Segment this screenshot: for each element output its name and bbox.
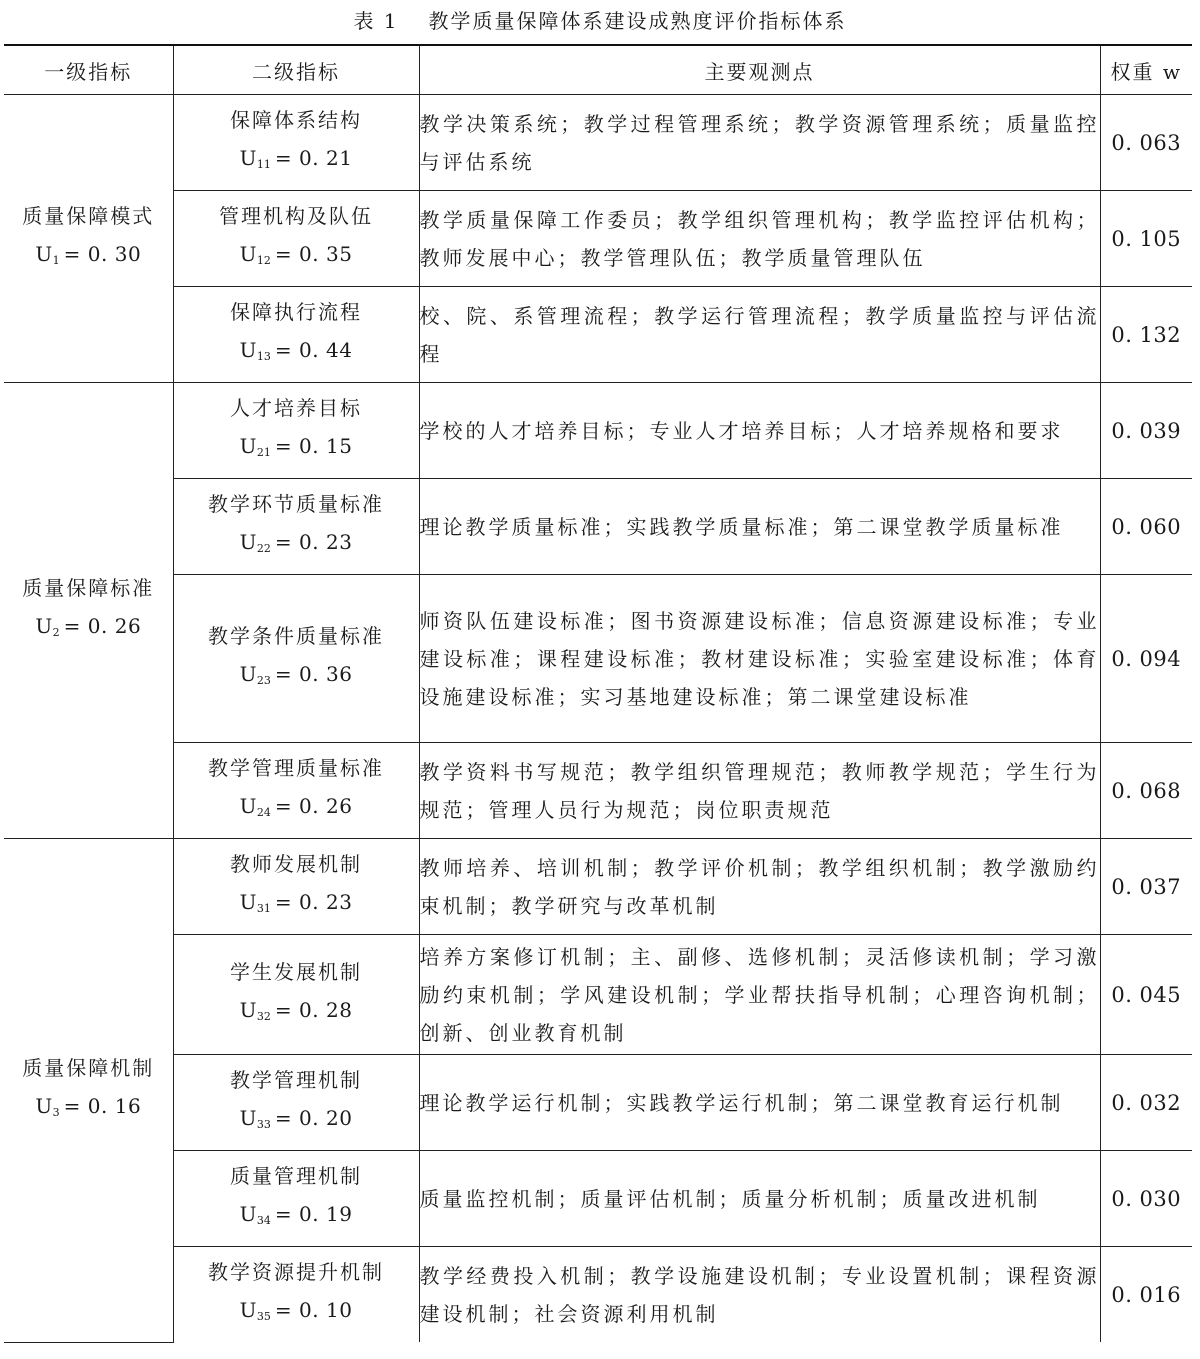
level1-weight: $U_3 = 0$. 16 [35,1093,142,1119]
level1-cell [4,383,173,839]
observation-cell: 培养方案修订机制；主、副修、选修机制；灵活修读机制；学习激励约束机制；学风建设机制；学业帮扶指导机制；心理咨询机制；创新、创业教育机制 [419,935,1100,1055]
weight-cell: 0. 063 [1100,95,1192,191]
level2-weight: $U_{34} = 0$. 19 [239,1202,353,1227]
weight-cell: 0. 094 [1100,575,1192,743]
table-row [4,743,1192,839]
weight-cell: 0. 068 [1100,743,1192,839]
level1-weight: $U_2 = 0$. 26 [35,614,142,639]
table-row [4,287,1192,383]
table-title: 教学质量保障体系建设成熟度评价指标体系 [428,9,847,33]
level2-name: 教学环节质量标准 [208,492,384,516]
level2-cell [173,839,419,935]
level2-weight: $U_{31} = 0$. 23 [239,890,353,915]
header-weight: 权重 w [1100,45,1192,95]
observation-cell: 理论教学质量标准；实践教学质量标准；第二课堂教学质量标准 [419,479,1100,575]
weight-cell: 0. 105 [1100,191,1192,287]
level2-weight: $U_{33} = 0$. 20 [239,1106,353,1131]
level2-cell [173,935,419,1055]
level2-weight: $U_{24} = 0$. 26 [239,794,353,819]
header-level2: 二级指标 [173,45,419,95]
level2-cell [173,1055,419,1151]
level1-cell [4,839,173,1343]
level2-cell [173,743,419,839]
table-caption [0,0,1200,46]
level2-weight: $U_{13} = 0$. 44 [239,338,353,363]
observation-cell: 教学经费投入机制；教学设施建设机制；专业设置机制；课程资源建设机制；社会资源利用机制 [419,1247,1100,1343]
level2-cell [173,287,419,383]
level2-weight: $U_{11} = 0$. 21 [239,146,353,171]
level2-name: 保障体系结构 [230,108,362,132]
table-row [4,839,1192,935]
table-row [4,935,1192,1055]
level1-cell [4,95,173,383]
header-observations: 主要观测点 [419,45,1100,95]
table-row [4,479,1192,575]
level2-weight: $U_{32} = 0$. 28 [239,998,353,1023]
level2-name: 质量管理机制 [230,1164,362,1188]
weight-cell: 0. 045 [1100,935,1192,1055]
header-row [4,45,1192,95]
level2-weight: $U_{35} = 0$. 10 [239,1298,353,1323]
table-row [4,383,1192,479]
indicator-table [4,44,1192,1343]
table-row [4,1055,1192,1151]
level1-name: 质量保障标准 [22,576,155,600]
table-row [4,95,1192,191]
level2-cell [173,95,419,191]
level2-cell [173,383,419,479]
observation-cell: 教学决策系统；教学过程管理系统；教学资源管理系统；质量监控与评估系统 [419,95,1100,191]
table-number: 表 1 [353,9,399,33]
observation-cell: 师资队伍建设标准；图书资源建设标准；信息资源建设标准；专业建设标准；课程建设标准；教材建设标准；实验室建设标准；体育设施建设标准；实习基地建设标准；第二课堂建设标准 [419,575,1100,743]
weight-cell: 0. 030 [1100,1151,1192,1247]
table-row [4,1151,1192,1247]
level2-name: 保障执行流程 [230,300,362,324]
level2-name: 教学资源提升机制 [208,1260,384,1284]
level2-name: 教师发展机制 [230,852,362,876]
observation-cell: 校、院、系管理流程；教学运行管理流程；教学质量监控与评估流程 [419,287,1100,383]
level2-weight: $U_{12} = 0$. 35 [239,242,353,267]
level1-name: 质量保障模式 [22,204,155,228]
level2-name: 教学管理机制 [230,1068,362,1092]
level2-name: 人才培养目标 [230,396,362,420]
weight-cell: 0. 037 [1100,839,1192,935]
level2-name: 教学管理质量标准 [208,756,384,780]
level2-weight: $U_{23} = 0$. 36 [239,662,353,687]
level2-weight: $U_{21} = 0$. 15 [239,434,353,459]
table-row [4,1247,1192,1343]
weight-cell: 0. 016 [1100,1247,1192,1343]
observation-cell: 学校的人才培养目标；专业人才培养目标；人才培养规格和要求 [419,383,1100,479]
level1-name: 质量保障机制 [22,1055,155,1080]
weight-cell: 0. 132 [1100,287,1192,383]
weight-cell: 0. 039 [1100,383,1192,479]
observation-cell: 教学资料书写规范；教学组织管理规范；教师教学规范；学生行为规范；管理人员行为规范；岗位职责规范 [419,743,1100,839]
observation-cell: 理论教学运行机制；实践教学运行机制；第二课堂教育运行机制 [419,1055,1100,1151]
observation-cell: 教师培养、培训机制；教学评价机制；教学组织机制；教学激励约束机制；教学研究与改革机制 [419,839,1100,935]
weight-cell: 0. 032 [1100,1055,1192,1151]
level1-weight: $U_1 = 0$. 30 [35,242,142,267]
table-row [4,575,1192,743]
level2-cell [173,1151,419,1247]
table-row [4,191,1192,287]
level2-name: 学生发展机制 [230,960,362,984]
level2-cell [173,191,419,287]
observation-cell: 教学质量保障工作委员；教学组织管理机构；教学监控评估机构；教师发展中心；教学管理队伍；教学质量管理队伍 [419,191,1100,287]
level2-weight: $U_{22} = 0$. 23 [239,530,353,555]
weight-cell: 0. 060 [1100,479,1192,575]
level2-cell [173,479,419,575]
level2-name: 管理机构及队伍 [219,204,373,228]
observation-cell: 质量监控机制；质量评估机制；质量分析机制；质量改进机制 [419,1151,1100,1247]
header-level1: 一级指标 [4,45,173,95]
level2-cell [173,1247,419,1343]
level2-name: 教学条件质量标准 [208,624,384,648]
level2-cell [173,575,419,743]
